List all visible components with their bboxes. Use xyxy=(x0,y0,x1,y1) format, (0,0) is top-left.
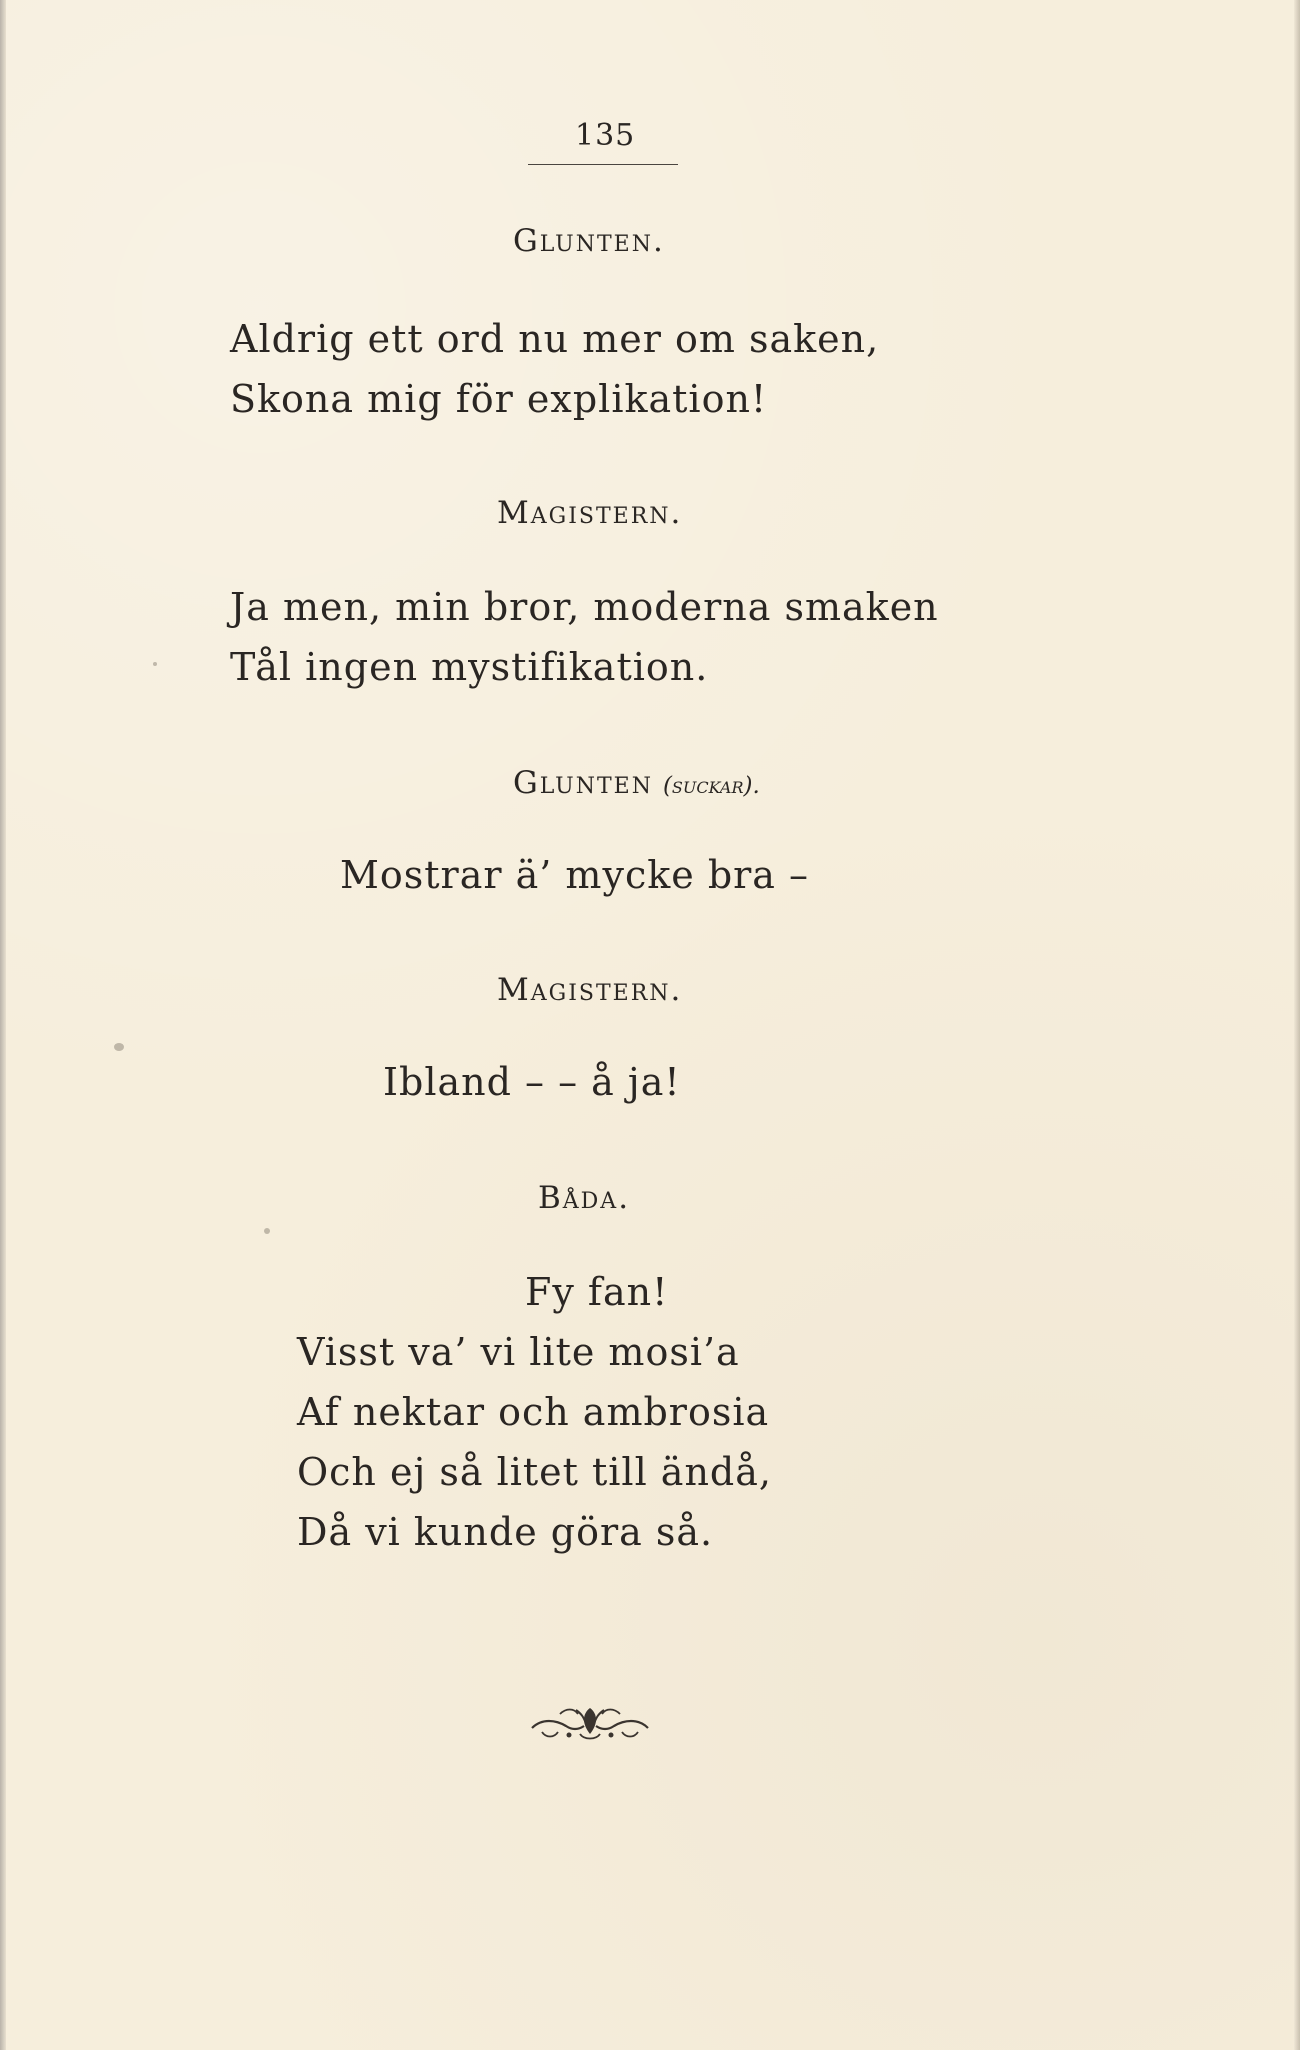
verse-line: Mostrar ä’ mycke bra – xyxy=(340,853,810,897)
stage-direction: (suckar). xyxy=(662,773,760,799)
speaker-name: Glunten xyxy=(513,765,653,801)
verse-line: Aldrig ett ord nu mer om saken, xyxy=(230,317,880,361)
speaker-magistern: Magistern. xyxy=(497,495,683,531)
verse-line: Fy fan! xyxy=(525,1270,669,1314)
paper-spot xyxy=(264,1228,270,1234)
verse-line: Tål ingen mystifikation. xyxy=(230,645,709,689)
verse-line: Visst va’ vi lite mosi’a xyxy=(297,1330,740,1374)
verse-line: Skona mig för explikation! xyxy=(230,377,768,421)
speaker-glunten: Glunten. xyxy=(513,223,665,259)
verse-line: Och ej så litet till ändå, xyxy=(297,1450,772,1494)
page-right-edge xyxy=(1294,0,1300,2050)
paper-spot xyxy=(153,662,157,666)
verse-line: Då vi kunde göra så. xyxy=(297,1510,714,1554)
verse-line: Af nektar och ambrosia xyxy=(297,1390,770,1434)
paper-spot xyxy=(114,1043,124,1051)
page-number: 135 xyxy=(575,118,636,153)
verse-line: Ja men, min bror, moderna smaken xyxy=(230,585,939,629)
verse-line: Ibland – – å ja! xyxy=(383,1060,681,1104)
speaker-magistern: Magistern. xyxy=(497,972,683,1008)
header-rule xyxy=(528,164,678,165)
page-left-edge xyxy=(0,0,6,2050)
speaker-glunten-with-direction xyxy=(513,765,760,801)
floral-tailpiece-icon xyxy=(520,1690,660,1750)
speaker-bada: Båda. xyxy=(538,1180,631,1216)
